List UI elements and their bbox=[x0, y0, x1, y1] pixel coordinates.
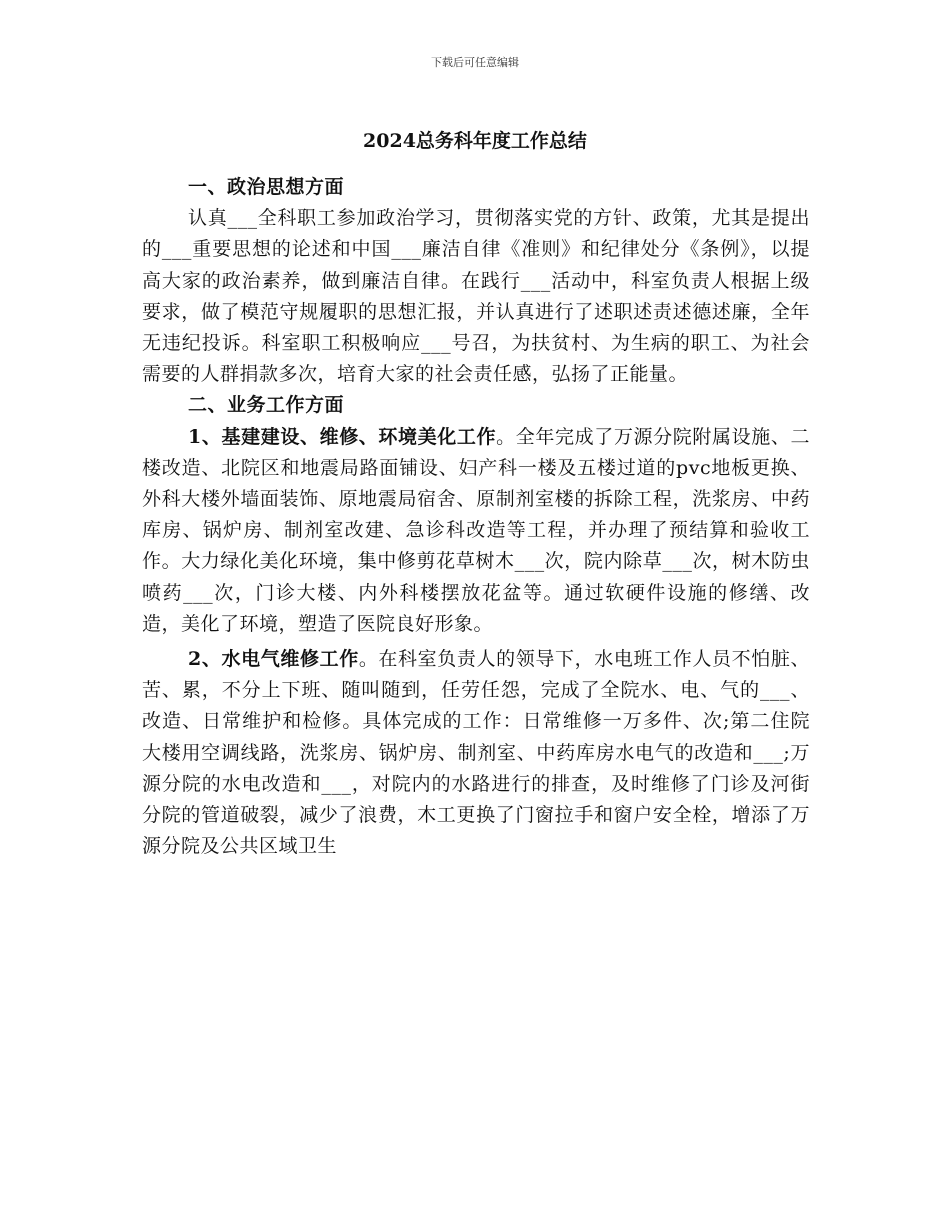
section-heading-business: 二、业务工作方面 bbox=[188, 394, 345, 417]
item-text-construction: 。全年完成了万源分院附属设施、二楼改造、北院区和地震局路面铺设、妇产科一楼及五楼过道的pvc地板更换、外科大楼外墙面装饰、原地震局宿舍、原制剂室楼的拆除工程，洗浆房、中药库房、锅炉房、制剂室改建、急诊科改造等工程，并办理了预结算和验收工作。大力绿化美化环境，集中修剪花草树木___次，院内除草___次，树木防虫喷药___次，门诊大楼、内外科楼摆放花盆等。通过软硬件设施的修缮、改造，美化了环境，塑造了医院良好形象。 bbox=[142, 425, 810, 635]
item-lead-utilities: 2、水电气维修工作 bbox=[188, 648, 359, 671]
paragraph-politics: 认真___全科职工参加政治学习，贯彻落实党的方针、政策，尤其是提出的___重要思想的论述和中国___廉洁自律《准则》和纪律处分《条例》，以提高大家的政治素养，做到廉洁自律。在践行___活动中，科室负责人根据上级要求，做了模范守规履职的思想汇报，并认真进行了述职述责述德述廉，全年无违纪投诉。科室职工积极响应___号召，为扶贫村、为生病的职工、为社会需要的人群捐款多次，培育大家的社会责任感，弘扬了正能量。 bbox=[142, 207, 810, 386]
item-lead-construction: 1、基建建设、维修、环境美化工作 bbox=[188, 425, 497, 448]
item-text-utilities: 。在科室负责人的领导下，水电班工作人员不怕脏、苦、累，不分上下班、随叫随到，任劳任怨，完成了全院水、电、气的___、改造、日常维护和检修。具体完成的工作：日常维修一万多件、次;第二住院大楼用空调线路，洗浆房、锅炉房、制剂室、中药库房水电气的改造和___;万源分院的水电改造和___，对院内的水路进行的排查，及时维修了门诊及河街分院的管道破裂，减少了浪费，木工更换了门窗拉手和窗户安全栓，增添了万源分院及公共区域卫生 bbox=[142, 648, 810, 858]
paragraph-utilities bbox=[142, 644, 810, 862]
header-note: 下载后可任意编辑 bbox=[431, 56, 519, 69]
page-title: 2024总务科年度工作总结 bbox=[363, 130, 587, 152]
document-body bbox=[142, 172, 810, 862]
section-heading-politics: 一、政治思想方面 bbox=[188, 176, 345, 198]
paragraph-construction bbox=[142, 422, 810, 640]
